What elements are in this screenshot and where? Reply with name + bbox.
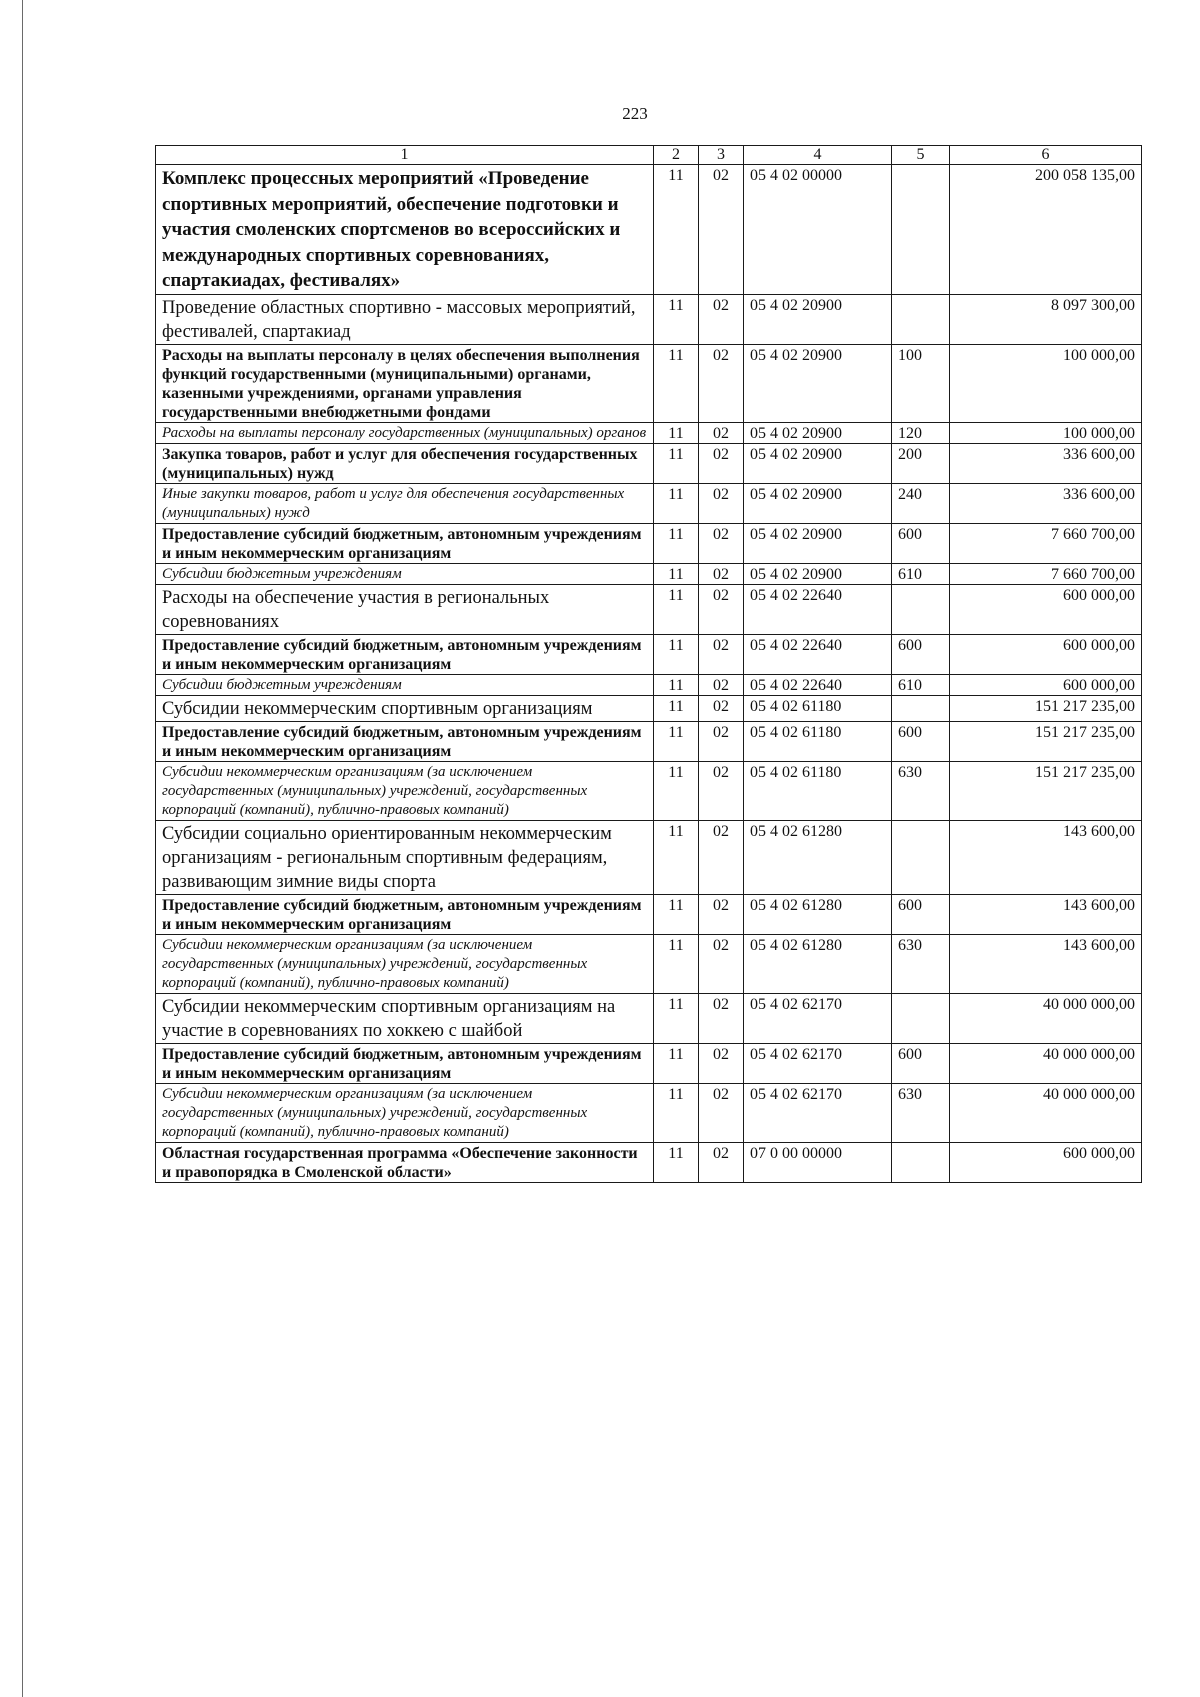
row-section: 11 — [654, 523, 699, 563]
row-section: 11 — [654, 294, 699, 344]
row-name: Предоставление субсидий бюджетным, автономным учреждениям и иным некоммерческим организациям — [156, 894, 654, 934]
table-row — [156, 634, 1142, 674]
table-row — [156, 584, 1142, 634]
row-section: 11 — [654, 165, 699, 295]
row-subsection: 02 — [699, 695, 744, 721]
table-row — [156, 165, 1142, 295]
row-expense-type: 200 — [892, 443, 950, 483]
header-cell: 4 — [744, 146, 892, 165]
row-section: 11 — [654, 674, 699, 695]
row-subsection: 02 — [699, 820, 744, 894]
header-cell: 3 — [699, 146, 744, 165]
row-amount: 100 000,00 — [950, 344, 1142, 422]
row-expense-type — [892, 584, 950, 634]
row-amount: 200 058 135,00 — [950, 165, 1142, 295]
row-name: Комплекс процессных мероприятий «Проведение спортивных мероприятий, обеспечение подготовки и участия смоленских спортсменов во всероссийских и международных спортивных соревнованиях, спартакиадах, фестивалях» — [156, 165, 654, 295]
row-subsection: 02 — [699, 634, 744, 674]
row-target-code: 07 0 00 00000 — [744, 1142, 892, 1182]
table-row — [156, 695, 1142, 721]
row-section: 11 — [654, 344, 699, 422]
row-target-code: 05 4 02 20900 — [744, 443, 892, 483]
row-section: 11 — [654, 894, 699, 934]
row-name: Субсидии бюджетным учреждениям — [156, 563, 654, 584]
row-name: Закупка товаров, работ и услуг для обеспечения государственных (муниципальных) нужд — [156, 443, 654, 483]
header-cell: 6 — [950, 146, 1142, 165]
row-name: Предоставление субсидий бюджетным, автономным учреждениям и иным некоммерческим организациям — [156, 523, 654, 563]
row-subsection: 02 — [699, 894, 744, 934]
table-row — [156, 443, 1142, 483]
row-amount: 100 000,00 — [950, 422, 1142, 443]
row-name: Проведение областных спортивно - массовых мероприятий, фестивалей, спартакиад — [156, 294, 654, 344]
table-row — [156, 993, 1142, 1043]
row-amount: 151 217 235,00 — [950, 695, 1142, 721]
header-cell: 5 — [892, 146, 950, 165]
row-expense-type: 120 — [892, 422, 950, 443]
row-target-code: 05 4 02 62170 — [744, 1083, 892, 1142]
row-subsection: 02 — [699, 422, 744, 443]
row-expense-type: 240 — [892, 483, 950, 523]
row-amount: 7 660 700,00 — [950, 563, 1142, 584]
row-subsection: 02 — [699, 993, 744, 1043]
row-target-code: 05 4 02 61180 — [744, 695, 892, 721]
table-row — [156, 761, 1142, 820]
row-subsection: 02 — [699, 523, 744, 563]
row-name: Расходы на обеспечение участия в региональных соревнованиях — [156, 584, 654, 634]
row-expense-type: 600 — [892, 894, 950, 934]
row-expense-type: 600 — [892, 1043, 950, 1083]
row-amount: 7 660 700,00 — [950, 523, 1142, 563]
row-target-code: 05 4 02 61280 — [744, 934, 892, 993]
row-expense-type: 630 — [892, 761, 950, 820]
row-section: 11 — [654, 1043, 699, 1083]
row-amount: 336 600,00 — [950, 443, 1142, 483]
row-section: 11 — [654, 820, 699, 894]
row-amount: 143 600,00 — [950, 894, 1142, 934]
table-row — [156, 344, 1142, 422]
row-target-code: 05 4 02 20900 — [744, 563, 892, 584]
row-subsection: 02 — [699, 761, 744, 820]
row-subsection: 02 — [699, 584, 744, 634]
row-target-code: 05 4 02 61180 — [744, 721, 892, 761]
row-amount: 8 097 300,00 — [950, 294, 1142, 344]
row-amount: 143 600,00 — [950, 820, 1142, 894]
row-target-code: 05 4 02 22640 — [744, 674, 892, 695]
row-name: Субсидии некоммерческим спортивным организациям на участие в соревнованиях по хоккею с шайбой — [156, 993, 654, 1043]
row-amount: 143 600,00 — [950, 934, 1142, 993]
row-section: 11 — [654, 721, 699, 761]
row-name: Иные закупки товаров, работ и услуг для обеспечения государственных (муниципальных) нужд — [156, 483, 654, 523]
row-subsection: 02 — [699, 563, 744, 584]
row-section: 11 — [654, 761, 699, 820]
row-amount: 600 000,00 — [950, 584, 1142, 634]
row-subsection: 02 — [699, 483, 744, 523]
row-name: Расходы на выплаты персоналу государственных (муниципальных) органов — [156, 422, 654, 443]
scan-edge-line — [22, 0, 23, 1697]
row-target-code: 05 4 02 61280 — [744, 894, 892, 934]
row-amount: 40 000 000,00 — [950, 993, 1142, 1043]
row-expense-type — [892, 993, 950, 1043]
row-amount: 600 000,00 — [950, 634, 1142, 674]
row-subsection: 02 — [699, 674, 744, 695]
table-row — [156, 422, 1142, 443]
row-target-code: 05 4 02 22640 — [744, 584, 892, 634]
row-amount: 600 000,00 — [950, 1142, 1142, 1182]
row-name: Областная государственная программа «Обеспечение законности и правопорядка в Смоленской области» — [156, 1142, 654, 1182]
table-row — [156, 894, 1142, 934]
row-subsection: 02 — [699, 165, 744, 295]
row-subsection: 02 — [699, 1142, 744, 1182]
row-expense-type: 100 — [892, 344, 950, 422]
row-target-code: 05 4 02 20900 — [744, 422, 892, 443]
row-subsection: 02 — [699, 344, 744, 422]
table-row — [156, 674, 1142, 695]
row-section: 11 — [654, 563, 699, 584]
row-name: Субсидии некоммерческим организациям (за исключением государственных (муниципальных) учреждений, государственных корпораций (компаний), публично-правовых компаний) — [156, 1083, 654, 1142]
row-amount: 151 217 235,00 — [950, 761, 1142, 820]
row-expense-type: 600 — [892, 523, 950, 563]
row-target-code: 05 4 02 62170 — [744, 1043, 892, 1083]
table-row — [156, 523, 1142, 563]
row-expense-type — [892, 165, 950, 295]
row-subsection: 02 — [699, 934, 744, 993]
column-number-header — [156, 146, 1142, 165]
row-expense-type: 610 — [892, 563, 950, 584]
row-section: 11 — [654, 695, 699, 721]
row-target-code: 05 4 02 20900 — [744, 344, 892, 422]
row-target-code: 05 4 02 61180 — [744, 761, 892, 820]
row-expense-type: 610 — [892, 674, 950, 695]
row-expense-type: 600 — [892, 634, 950, 674]
row-section: 11 — [654, 443, 699, 483]
row-expense-type — [892, 294, 950, 344]
table-row — [156, 1142, 1142, 1182]
row-target-code: 05 4 02 20900 — [744, 523, 892, 563]
row-section: 11 — [654, 1142, 699, 1182]
row-target-code: 05 4 02 61280 — [744, 820, 892, 894]
row-section: 11 — [654, 483, 699, 523]
row-subsection: 02 — [699, 721, 744, 761]
row-subsection: 02 — [699, 1043, 744, 1083]
row-expense-type: 630 — [892, 934, 950, 993]
row-target-code: 05 4 02 22640 — [744, 634, 892, 674]
row-name: Предоставление субсидий бюджетным, автономным учреждениям и иным некоммерческим организациям — [156, 721, 654, 761]
table-row — [156, 563, 1142, 584]
row-expense-type: 600 — [892, 721, 950, 761]
row-target-code: 05 4 02 00000 — [744, 165, 892, 295]
table-row — [156, 1083, 1142, 1142]
row-target-code: 05 4 02 20900 — [744, 483, 892, 523]
header-cell: 1 — [156, 146, 654, 165]
row-amount: 600 000,00 — [950, 674, 1142, 695]
row-subsection: 02 — [699, 294, 744, 344]
row-target-code: 05 4 02 62170 — [744, 993, 892, 1043]
row-name: Субсидии социально ориентированным некоммерческим организациям - региональным спортивным федерациям, развивающим зимние виды спорта — [156, 820, 654, 894]
row-amount: 40 000 000,00 — [950, 1043, 1142, 1083]
table-row — [156, 934, 1142, 993]
row-name: Субсидии бюджетным учреждениям — [156, 674, 654, 695]
budget-table — [155, 145, 1142, 1183]
table-row — [156, 820, 1142, 894]
row-section: 11 — [654, 422, 699, 443]
row-name: Субсидии некоммерческим спортивным организациям — [156, 695, 654, 721]
row-name: Предоставление субсидий бюджетным, автономным учреждениям и иным некоммерческим организациям — [156, 634, 654, 674]
row-subsection: 02 — [699, 1083, 744, 1142]
row-expense-type — [892, 695, 950, 721]
table-row — [156, 1043, 1142, 1083]
table-row — [156, 294, 1142, 344]
row-amount: 336 600,00 — [950, 483, 1142, 523]
row-section: 11 — [654, 934, 699, 993]
row-name: Субсидии некоммерческим организациям (за исключением государственных (муниципальных) учреждений, государственных корпораций (компаний), публично-правовых компаний) — [156, 761, 654, 820]
row-expense-type — [892, 1142, 950, 1182]
row-expense-type: 630 — [892, 1083, 950, 1142]
row-section: 11 — [654, 584, 699, 634]
table-row — [156, 483, 1142, 523]
row-section: 11 — [654, 634, 699, 674]
table-row — [156, 721, 1142, 761]
row-name: Субсидии некоммерческим организациям (за исключением государственных (муниципальных) учреждений, государственных корпораций (компаний), публично-правовых компаний) — [156, 934, 654, 993]
row-section: 11 — [654, 993, 699, 1043]
row-name: Расходы на выплаты персоналу в целях обеспечения выполнения функций государственными (муниципальными) органами, казенными учреждениями, органами управления государственными внебюджетными фондами — [156, 344, 654, 422]
row-subsection: 02 — [699, 443, 744, 483]
row-target-code: 05 4 02 20900 — [744, 294, 892, 344]
row-amount: 40 000 000,00 — [950, 1083, 1142, 1142]
header-cell: 2 — [654, 146, 699, 165]
row-expense-type — [892, 820, 950, 894]
row-name: Предоставление субсидий бюджетным, автономным учреждениям и иным некоммерческим организациям — [156, 1043, 654, 1083]
row-amount: 151 217 235,00 — [950, 721, 1142, 761]
row-section: 11 — [654, 1083, 699, 1142]
page-number: 223 — [622, 104, 648, 123]
